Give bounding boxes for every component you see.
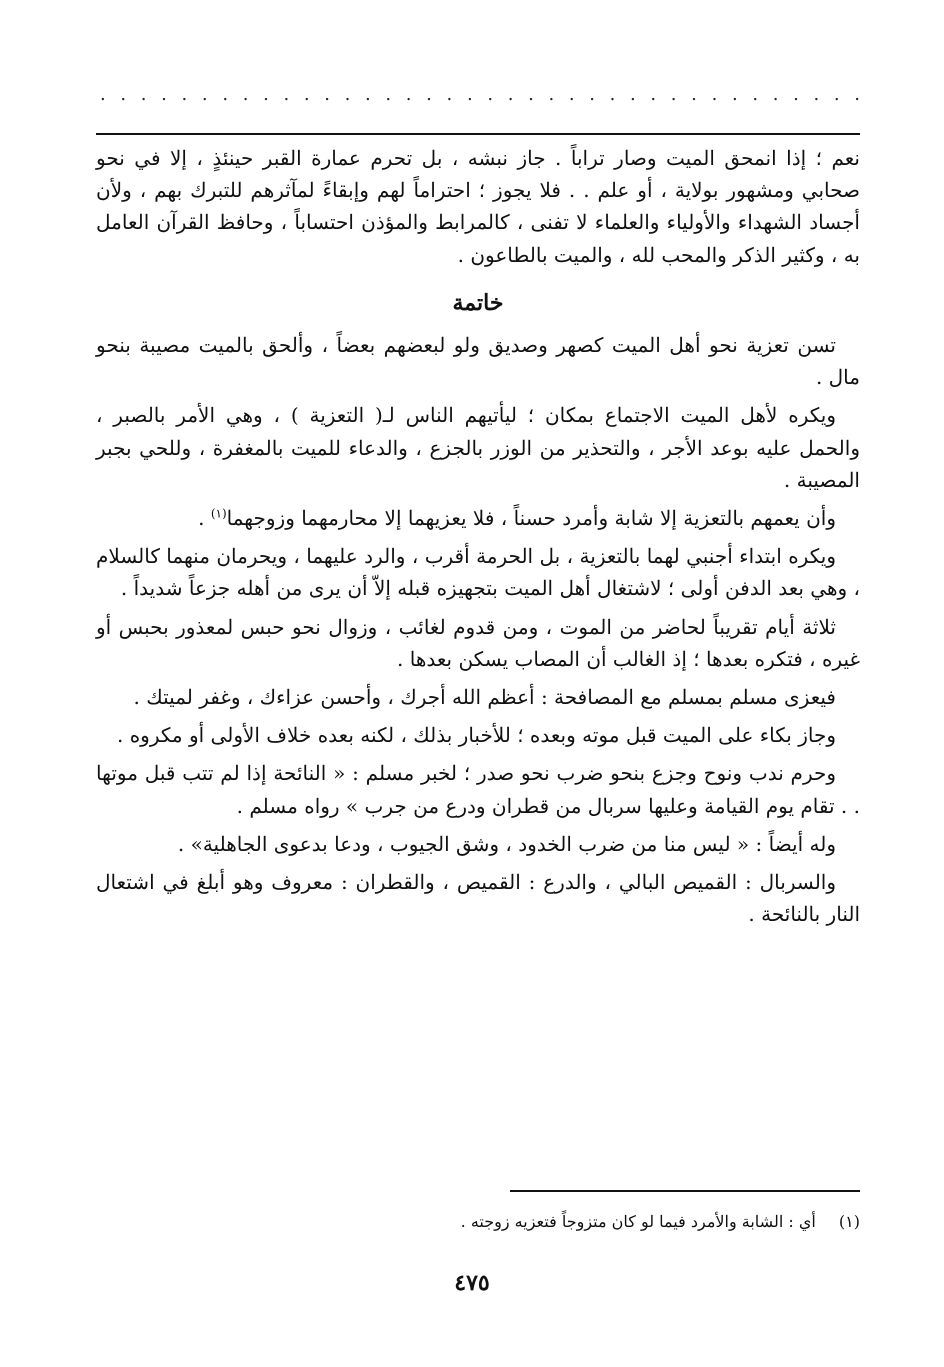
footnote-reference[interactable]: (١) <box>210 506 227 521</box>
paragraph-intro: نعم ؛ إذا انمحق الميت وصار تراباً . جاز نبشه ، بل تحرم عمارة القبر حينئذٍ ، إلا في نحو صحابي ومشهور بولاية ، أو علم . . فلا يجوز ؛ احتراماً لهم وإبقاءً لمآثرهم للتبرك بهم ، ولأن أجساد الشهداء والأولياء والعلماء لا تفنى ، كالمرابط والمؤذن احتساباً ، وحافظ القرآن العامل به ، وكثير الذكر والمحب لله ، والميت بالطاعون . <box>96 146 860 267</box>
paragraph: وله أيضاً : « ليس منا من ضرب الخدود ، وشق الجيوب ، ودعا بدعوى الجاهلية» . <box>177 831 836 856</box>
paragraph: تسن تعزية نحو أهل الميت كصهر وصديق ولو لبعضهم بعضاً ، وألحق بالميت مصيبة بنحو مال . <box>96 333 860 390</box>
paragraph: ثلاثة أيام تقريباً لحاضر من الموت ، ومن قدوم لغائب ، وزوال نحو حبس لمعذور بحبس أو غيره ، فتكره بعدها ؛ إذ الغالب أن المصاب يسكن بعدها . <box>96 614 860 671</box>
paragraph: والسربال : القميص البالي ، والدرع : القميص ، والقطران : معروف وهو أبلغ في اشتعال النار بالنائحة . <box>96 870 860 927</box>
footnote-number: (١) <box>838 1212 860 1231</box>
footnote-rule <box>510 1190 860 1192</box>
paragraph: ويكره ابتداء أجنبي لهما بالتعزية ، بل الحرمة أقرب ، والرد عليهما ، ويحرمان منهما كالسلام ، وهي بعد الدفن أولى ؛ لاشتغال أهل الميت بتجهيزه قبله إلاّ أن يرى من أهله جزعاً شديداً . <box>96 544 860 601</box>
paragraph: وحرم ندب ونوح وجزع بنحو ضرب نحو صدر ؛ لخبر مسلم : « النائحة إذا لم تتب قبل موتها . . تقام يوم القيامة وعليها سربال من قطران ودرع من جرب » رواه مسلم . <box>96 761 860 818</box>
main-text <box>96 142 860 930</box>
paragraph: فيعزى مسلم بمسلم مع المصافحة : أعظم الله أجرك ، وأحسن عزاءك ، وغفر لميتك . <box>133 685 836 710</box>
footnote-text: أي : الشابة والأمرد فيما لو كان متزوجاً فتعزيه زوجته . <box>460 1212 816 1231</box>
paragraph: ويكره لأهل الميت الاجتماع بمكان ؛ ليأتيهم الناس لـ( التعزية ) ، وهي الأمر بالصبر ، والحمل عليه بوعد الأجر ، والتحذير من الوزر بالجزع ، والدعاء للميت بالمغفرة ، وللحي بجبر المصيبة . <box>96 403 860 492</box>
header-dots: . . . . . . . . . . . . . . . . . . . . . . . . . . . . . . . . . . . . . . <box>100 84 860 104</box>
section-heading: خاتمة <box>452 289 504 316</box>
paragraph-text: وأن يعمهم بالتعزية إلا شابة وأمرد حسناً ، فلا يعزيهما إلا محارمهما وزوجهما <box>226 506 836 531</box>
header-rule <box>96 133 860 135</box>
paragraph-with-footnote <box>96 502 860 534</box>
footnote <box>300 1210 860 1234</box>
paragraph: وجاز بكاء على الميت قبل موته وبعده ؛ للأخبار بذلك ، لكنه بعده خلاف الأولى أو مكروه . <box>116 723 836 748</box>
paragraph-tail: . <box>198 506 211 531</box>
page-number: ٤٧٥ <box>454 1270 490 1296</box>
